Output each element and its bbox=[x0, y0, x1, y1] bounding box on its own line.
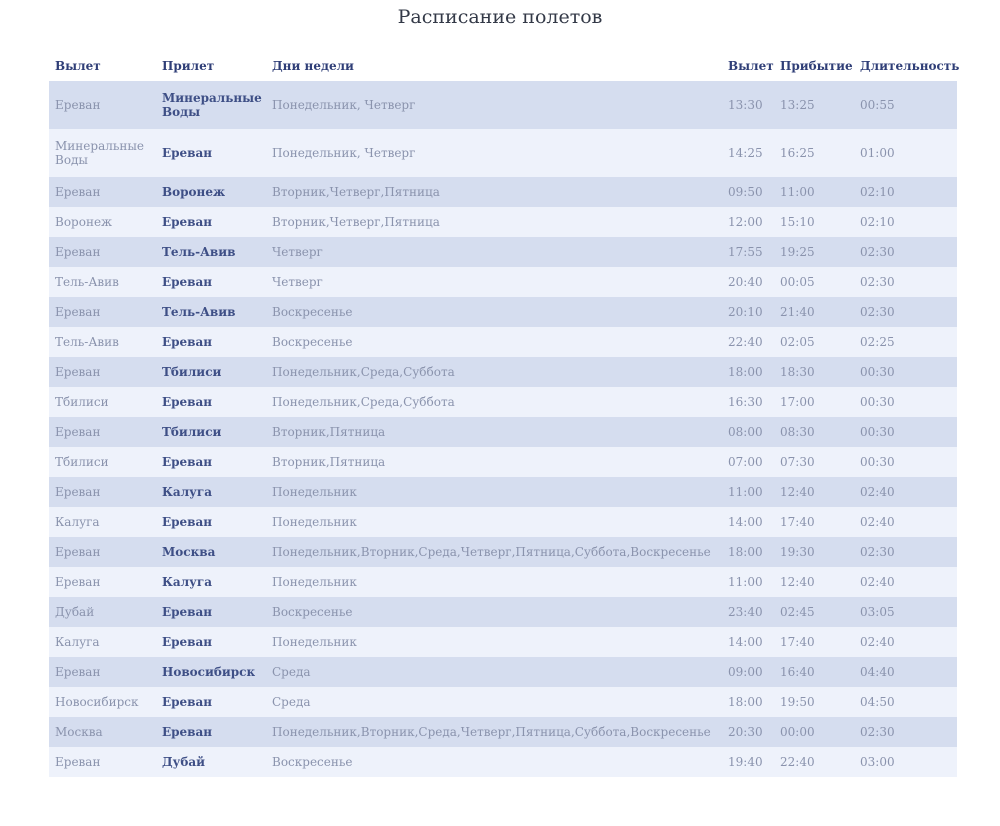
duration-cell: 00:30 bbox=[854, 387, 957, 417]
table-row bbox=[49, 687, 957, 717]
departure-city-cell: Ереван bbox=[49, 81, 156, 129]
departure-city-cell: Дубай bbox=[49, 597, 156, 627]
departure-city-cell: Ереван bbox=[49, 567, 156, 597]
table-row bbox=[49, 597, 957, 627]
arrival-time-cell: 12:40 bbox=[774, 567, 854, 597]
departure-time-cell: 20:40 bbox=[722, 267, 774, 297]
duration-cell: 00:30 bbox=[854, 357, 957, 387]
arrival-city-cell: Ереван bbox=[156, 687, 266, 717]
arrival-time-cell: 17:00 bbox=[774, 387, 854, 417]
departure-city-cell: Ереван bbox=[49, 657, 156, 687]
departure-time-cell: 07:00 bbox=[722, 447, 774, 477]
departure-city-cell: Новосибирск bbox=[49, 687, 156, 717]
departure-city-cell: Ереван bbox=[49, 417, 156, 447]
table-row bbox=[49, 129, 957, 177]
departure-city-cell: Минеральные Воды bbox=[49, 129, 156, 177]
arrival-time-cell: 11:00 bbox=[774, 177, 854, 207]
table-row bbox=[49, 177, 957, 207]
weekdays-cell: Понедельник, Четверг bbox=[266, 129, 722, 177]
departure-time-cell: 22:40 bbox=[722, 327, 774, 357]
weekdays-cell: Четверг bbox=[266, 237, 722, 267]
arrival-city-cell: Ереван bbox=[156, 267, 266, 297]
flight-schedule-table bbox=[49, 50, 960, 777]
arrival-time-cell: 07:30 bbox=[774, 447, 854, 477]
weekdays-cell: Понедельник,Вторник,Среда,Четверг,Пятница,Суббота,Воскресенье bbox=[266, 717, 722, 747]
arrival-city-cell: Ереван bbox=[156, 207, 266, 237]
departure-time-cell: 11:00 bbox=[722, 567, 774, 597]
duration-cell: 02:40 bbox=[854, 507, 957, 537]
arrival-city-cell: Воронеж bbox=[156, 177, 266, 207]
duration-cell: 02:30 bbox=[854, 717, 957, 747]
duration-cell: 02:30 bbox=[854, 297, 957, 327]
departure-time-cell: 18:00 bbox=[722, 357, 774, 387]
arrival-time-cell: 15:10 bbox=[774, 207, 854, 237]
table-row bbox=[49, 507, 957, 537]
duration-cell: 02:10 bbox=[854, 207, 957, 237]
departure-time-cell: 11:00 bbox=[722, 477, 774, 507]
table-row bbox=[49, 81, 957, 129]
arrival-city-cell: Калуга bbox=[156, 477, 266, 507]
arrival-time-cell: 19:50 bbox=[774, 687, 854, 717]
weekdays-cell: Четверг bbox=[266, 267, 722, 297]
departure-city-cell: Тбилиси bbox=[49, 447, 156, 477]
table-row bbox=[49, 267, 957, 297]
arrival-city-cell: Москва bbox=[156, 537, 266, 567]
departure-time-cell: 08:00 bbox=[722, 417, 774, 447]
arrival-time-cell: 12:40 bbox=[774, 477, 854, 507]
departure-time-cell: 18:00 bbox=[722, 537, 774, 567]
arrival-time-cell: 13:25 bbox=[774, 81, 854, 129]
departure-city-cell: Калуга bbox=[49, 627, 156, 657]
arrival-city-cell: Ереван bbox=[156, 627, 266, 657]
departure-time-cell: 14:25 bbox=[722, 129, 774, 177]
arrival-city-cell: Тель-Авив bbox=[156, 237, 266, 267]
table-row bbox=[49, 747, 957, 777]
arrival-time-cell: 08:30 bbox=[774, 417, 854, 447]
weekdays-cell: Вторник,Четверг,Пятница bbox=[266, 207, 722, 237]
table-row bbox=[49, 657, 957, 687]
duration-cell: 02:40 bbox=[854, 477, 957, 507]
table-row bbox=[49, 567, 957, 597]
departure-city-cell: Ереван bbox=[49, 747, 156, 777]
departure-city-cell: Калуга bbox=[49, 507, 156, 537]
weekdays-cell: Вторник,Пятница bbox=[266, 447, 722, 477]
table-row bbox=[49, 327, 957, 357]
departure-city-cell: Тель-Авив bbox=[49, 267, 156, 297]
table-row bbox=[49, 717, 957, 747]
arrival-city-cell: Тель-Авив bbox=[156, 297, 266, 327]
header-arrival-time: Прибытие bbox=[780, 58, 853, 73]
departure-time-cell: 13:30 bbox=[722, 81, 774, 129]
departure-city-cell: Москва bbox=[49, 717, 156, 747]
arrival-time-cell: 19:30 bbox=[774, 537, 854, 567]
arrival-time-cell: 02:45 bbox=[774, 597, 854, 627]
arrival-city-cell: Новосибирск bbox=[156, 657, 266, 687]
arrival-city-cell: Тбилиси bbox=[156, 357, 266, 387]
arrival-city-cell: Ереван bbox=[156, 129, 266, 177]
weekdays-cell: Вторник,Четверг,Пятница bbox=[266, 177, 722, 207]
arrival-city-cell: Калуга bbox=[156, 567, 266, 597]
duration-cell: 02:30 bbox=[854, 537, 957, 567]
weekdays-cell: Понедельник bbox=[266, 507, 722, 537]
arrival-city-cell: Ереван bbox=[156, 327, 266, 357]
departure-time-cell: 17:55 bbox=[722, 237, 774, 267]
duration-cell: 02:40 bbox=[854, 627, 957, 657]
duration-cell: 00:55 bbox=[854, 81, 957, 129]
departure-time-cell: 12:00 bbox=[722, 207, 774, 237]
weekdays-cell: Воскресенье bbox=[266, 747, 722, 777]
arrival-time-cell: 22:40 bbox=[774, 747, 854, 777]
arrival-time-cell: 21:40 bbox=[774, 297, 854, 327]
departure-time-cell: 18:00 bbox=[722, 687, 774, 717]
table-row bbox=[49, 207, 957, 237]
arrival-city-cell: Ереван bbox=[156, 597, 266, 627]
departure-city-cell: Ереван bbox=[49, 477, 156, 507]
duration-cell: 04:40 bbox=[854, 657, 957, 687]
header-arrival-city: Прилет bbox=[162, 58, 215, 73]
arrival-city-cell: Ереван bbox=[156, 717, 266, 747]
duration-cell: 02:40 bbox=[854, 567, 957, 597]
weekdays-cell: Воскресенье bbox=[266, 597, 722, 627]
duration-cell: 02:30 bbox=[854, 267, 957, 297]
departure-time-cell: 23:40 bbox=[722, 597, 774, 627]
page-title: Расписание полетов bbox=[397, 6, 603, 28]
weekdays-cell: Вторник,Пятница bbox=[266, 417, 722, 447]
weekdays-cell: Воскресенье bbox=[266, 297, 722, 327]
arrival-time-cell: 00:00 bbox=[774, 717, 854, 747]
departure-time-cell: 19:40 bbox=[722, 747, 774, 777]
arrival-city-cell: Ереван bbox=[156, 387, 266, 417]
departure-city-cell: Ереван bbox=[49, 177, 156, 207]
weekdays-cell: Понедельник,Среда,Суббота bbox=[266, 357, 722, 387]
weekdays-cell: Понедельник, Четверг bbox=[266, 81, 722, 129]
duration-cell: 03:05 bbox=[854, 597, 957, 627]
weekdays-cell: Среда bbox=[266, 657, 722, 687]
weekdays-cell: Среда bbox=[266, 687, 722, 717]
weekdays-cell: Понедельник bbox=[266, 567, 722, 597]
table-row bbox=[49, 447, 957, 477]
departure-city-cell: Ереван bbox=[49, 537, 156, 567]
arrival-city-cell: Ереван bbox=[156, 507, 266, 537]
departure-city-cell: Ереван bbox=[49, 237, 156, 267]
weekdays-cell: Понедельник bbox=[266, 477, 722, 507]
header-departure-city: Вылет bbox=[55, 58, 101, 73]
duration-cell: 02:30 bbox=[854, 237, 957, 267]
arrival-time-cell: 18:30 bbox=[774, 357, 854, 387]
duration-cell: 04:50 bbox=[854, 687, 957, 717]
departure-time-cell: 20:10 bbox=[722, 297, 774, 327]
weekdays-cell: Понедельник bbox=[266, 627, 722, 657]
table-row bbox=[49, 297, 957, 327]
arrival-city-cell: Ереван bbox=[156, 447, 266, 477]
duration-cell: 03:00 bbox=[854, 747, 957, 777]
duration-cell: 00:30 bbox=[854, 447, 957, 477]
departure-city-cell: Ереван bbox=[49, 297, 156, 327]
weekdays-cell: Понедельник,Вторник,Среда,Четверг,Пятница,Суббота,Воскресенье bbox=[266, 537, 722, 567]
header-weekdays: Дни недели bbox=[272, 58, 354, 73]
weekdays-cell: Воскресенье bbox=[266, 327, 722, 357]
duration-cell: 02:10 bbox=[854, 177, 957, 207]
table-row bbox=[49, 237, 957, 267]
table-row bbox=[49, 477, 957, 507]
duration-cell: 02:25 bbox=[854, 327, 957, 357]
arrival-time-cell: 02:05 bbox=[774, 327, 854, 357]
departure-time-cell: 16:30 bbox=[722, 387, 774, 417]
arrival-time-cell: 17:40 bbox=[774, 627, 854, 657]
table-row bbox=[49, 627, 957, 657]
arrival-time-cell: 17:40 bbox=[774, 507, 854, 537]
departure-city-cell: Воронеж bbox=[49, 207, 156, 237]
header-duration: Длительность bbox=[860, 58, 960, 73]
header-departure-time: Вылет bbox=[728, 58, 774, 73]
departure-city-cell: Тбилиси bbox=[49, 387, 156, 417]
arrival-time-cell: 16:25 bbox=[774, 129, 854, 177]
arrival-time-cell: 16:40 bbox=[774, 657, 854, 687]
table-row bbox=[49, 387, 957, 417]
departure-city-cell: Ереван bbox=[49, 357, 156, 387]
table-header-row bbox=[49, 50, 957, 81]
arrival-city-cell: Тбилиси bbox=[156, 417, 266, 447]
table-row bbox=[49, 537, 957, 567]
departure-time-cell: 09:00 bbox=[722, 657, 774, 687]
arrival-time-cell: 00:05 bbox=[774, 267, 854, 297]
table-row bbox=[49, 357, 957, 387]
departure-time-cell: 14:00 bbox=[722, 627, 774, 657]
weekdays-cell: Понедельник,Среда,Суббота bbox=[266, 387, 722, 417]
arrival-city-cell: Дубай bbox=[156, 747, 266, 777]
arrival-time-cell: 19:25 bbox=[774, 237, 854, 267]
departure-time-cell: 14:00 bbox=[722, 507, 774, 537]
arrival-city-cell: Минеральные Воды bbox=[156, 81, 266, 129]
departure-time-cell: 20:30 bbox=[722, 717, 774, 747]
departure-time-cell: 09:50 bbox=[722, 177, 774, 207]
duration-cell: 00:30 bbox=[854, 417, 957, 447]
duration-cell: 01:00 bbox=[854, 129, 957, 177]
table-row bbox=[49, 417, 957, 447]
departure-city-cell: Тель-Авив bbox=[49, 327, 156, 357]
